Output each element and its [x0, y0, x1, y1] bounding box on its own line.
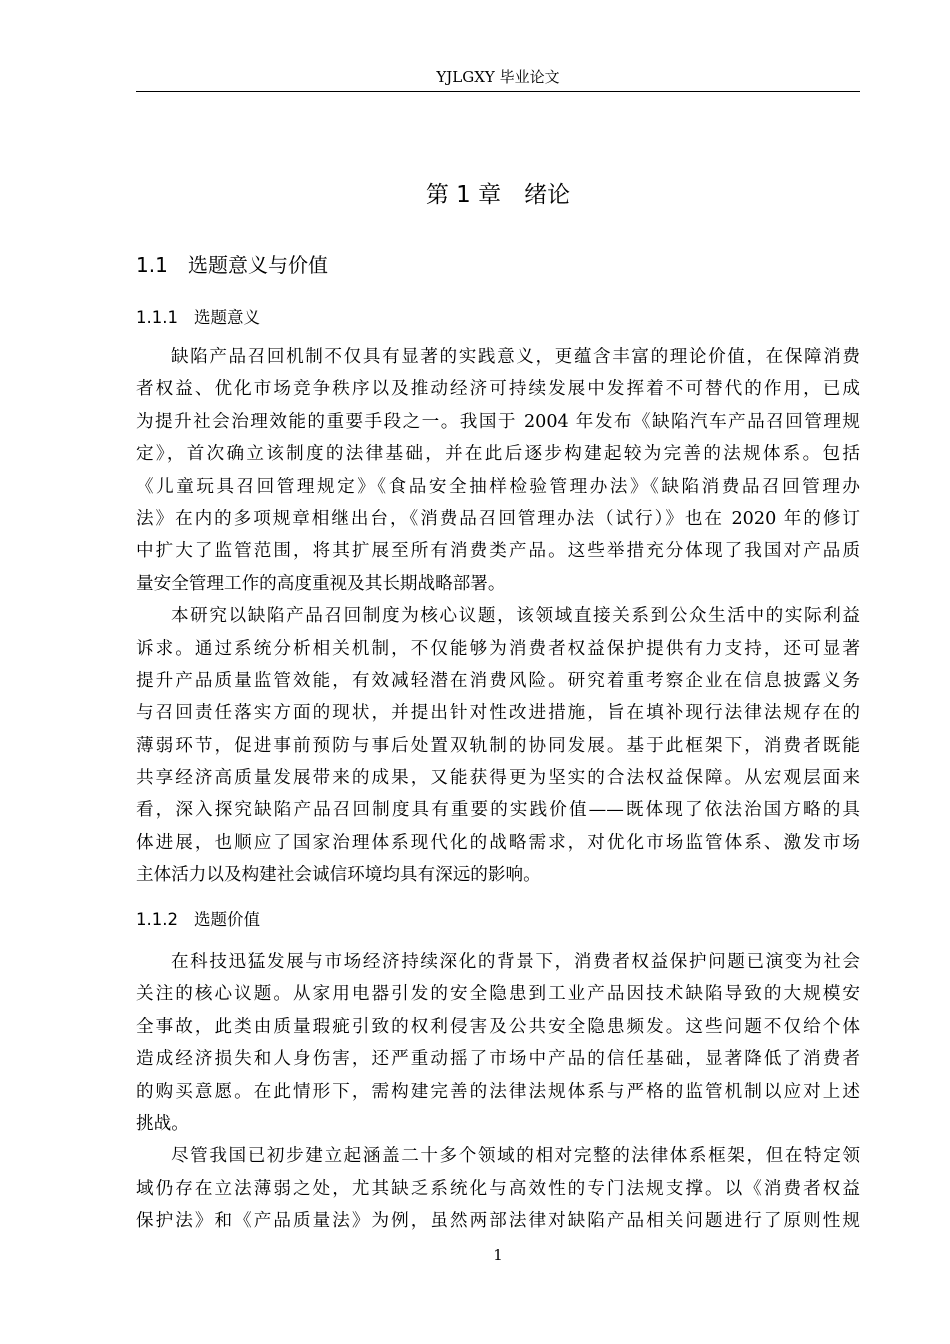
text-line: 法》在内的多项规章相继出台，《消费品召回管理办法（试行）》也在 2020 年的修订 [136, 508, 860, 529]
paragraph [136, 946, 860, 1140]
text-line: 缺陷产品召回机制不仅具有显著的实践意义，更蕴含丰富的理论价值，在保障消费 [171, 347, 860, 367]
text-line: 关注的核心议题。从家用电器引发的安全隐患到工业产品因技术缺陷导致的大规模安 [136, 984, 860, 1005]
text-line: 者权益、优化市场竞争秩序以及推动经济可持续发展中发挥着不可替代的作用，已成 [136, 379, 860, 400]
text-line: 本研究以缺陷产品召回制度为核心议题，该领域直接关系到公众生活中的实际利益 [171, 606, 860, 627]
text-line: 诉求。通过系统分析相关机制，不仅能够为消费者权益保护提供有力支持，还可显著 [136, 638, 860, 659]
paragraph [136, 341, 860, 600]
subsection-number: 1.1.1 [136, 308, 178, 327]
text-line: 为提升社会治理效能的重要手段之一。我国于 2004 年发布《缺陷汽车产品召回管理规 [136, 411, 860, 432]
chapter-title: 第 1 章 绪论 [425, 182, 571, 208]
text-line: 的购买意愿。在此情形下，需构建完善的法律法规体系与严格的监管机制以应对上述 [136, 1081, 860, 1102]
text-line: 提升产品质量监管效能，有效减轻潜在消费风险。研究着重考察企业在信息披露义务 [136, 670, 860, 691]
text-line: 量安全管理工作的高度重视及其长期战略部署。 [136, 573, 506, 594]
section-number: 1.1 [136, 253, 168, 277]
subsection-1-1-1-body [136, 341, 860, 892]
subsection-title: 选题价值 [194, 910, 260, 929]
text-line: 薄弱环节，促进事前预防与事后处置双轨制的协同发展。基于此框架下，消费者既能 [136, 735, 860, 756]
subsection-title: 选题意义 [194, 308, 260, 327]
subsection-1-1-2-body [136, 946, 860, 1238]
subsection-heading-1-1-2 [136, 907, 260, 933]
section-heading-1-1 [136, 250, 328, 280]
text-line: 全事故，此类由质量瑕疵引致的权利侵害及公共安全隐患频发。这些问题不仅给个体 [136, 1016, 860, 1037]
text-line: 看，深入探究缺陷产品召回制度具有重要的实践价值——既体现了依法治国方略的具 [136, 800, 860, 821]
subsection-number: 1.1.2 [136, 910, 178, 929]
page-number: 1 [493, 1246, 503, 1264]
subsection-heading-1-1-1 [136, 305, 260, 331]
text-line: 挑战。 [136, 1113, 189, 1134]
text-line: 定》，首次确立该制度的法律基础，并在此后逐步构建起较为完善的法规体系。包括 [136, 444, 860, 465]
text-line: 尽管我国已初步建立起涵盖二十多个领域的相对完整的法律体系框架，但在特定领 [171, 1146, 860, 1167]
text-line: 中扩大了监管范围，将其扩展至所有消费类产品。这些举措充分体现了我国对产品质 [136, 541, 860, 562]
text-line: 体进展，也顺应了国家治理体系现代化的战略需求，对优化市场监管体系、激发市场 [136, 832, 860, 853]
text-line: 在科技迅猛发展与市场经济持续深化的背景下，消费者权益保护问题已演变为社会 [171, 952, 860, 972]
text-line: 与召回责任落实方面的现状，并提出针对性改进措施，旨在填补现行法律法规存在的 [136, 703, 860, 724]
text-line: 主体活力以及构建社会诚信环境均具有深远的影响。 [136, 865, 541, 886]
text-line: 《儿童玩具召回管理规定》《食品安全抽样检验管理办法》《缺陷消费品召回管理办 [136, 476, 860, 497]
paragraph [136, 600, 860, 892]
running-header [136, 64, 860, 92]
section-title: 选题意义与价值 [188, 253, 328, 277]
text-line: 造成经济损失和人身伤害，还严重动摇了市场中产品的信任基础，显著降低了消费者 [136, 1049, 860, 1070]
text-line: 保护法》和《产品质量法》为例，虽然两部法律对缺陷产品相关问题进行了原则性规 [136, 1211, 860, 1232]
text-line: 共享经济高质量发展带来的成果，又能获得更为坚实的合法权益保障。从宏观层面来 [136, 768, 860, 789]
running-header-title: YJLGXY 毕业论文 [436, 68, 560, 86]
text-line: 域仍存在立法薄弱之处，尤其缺乏系统化与高效性的专门法规支撑。以《消费者权益 [136, 1178, 860, 1199]
paragraph [136, 1140, 860, 1237]
